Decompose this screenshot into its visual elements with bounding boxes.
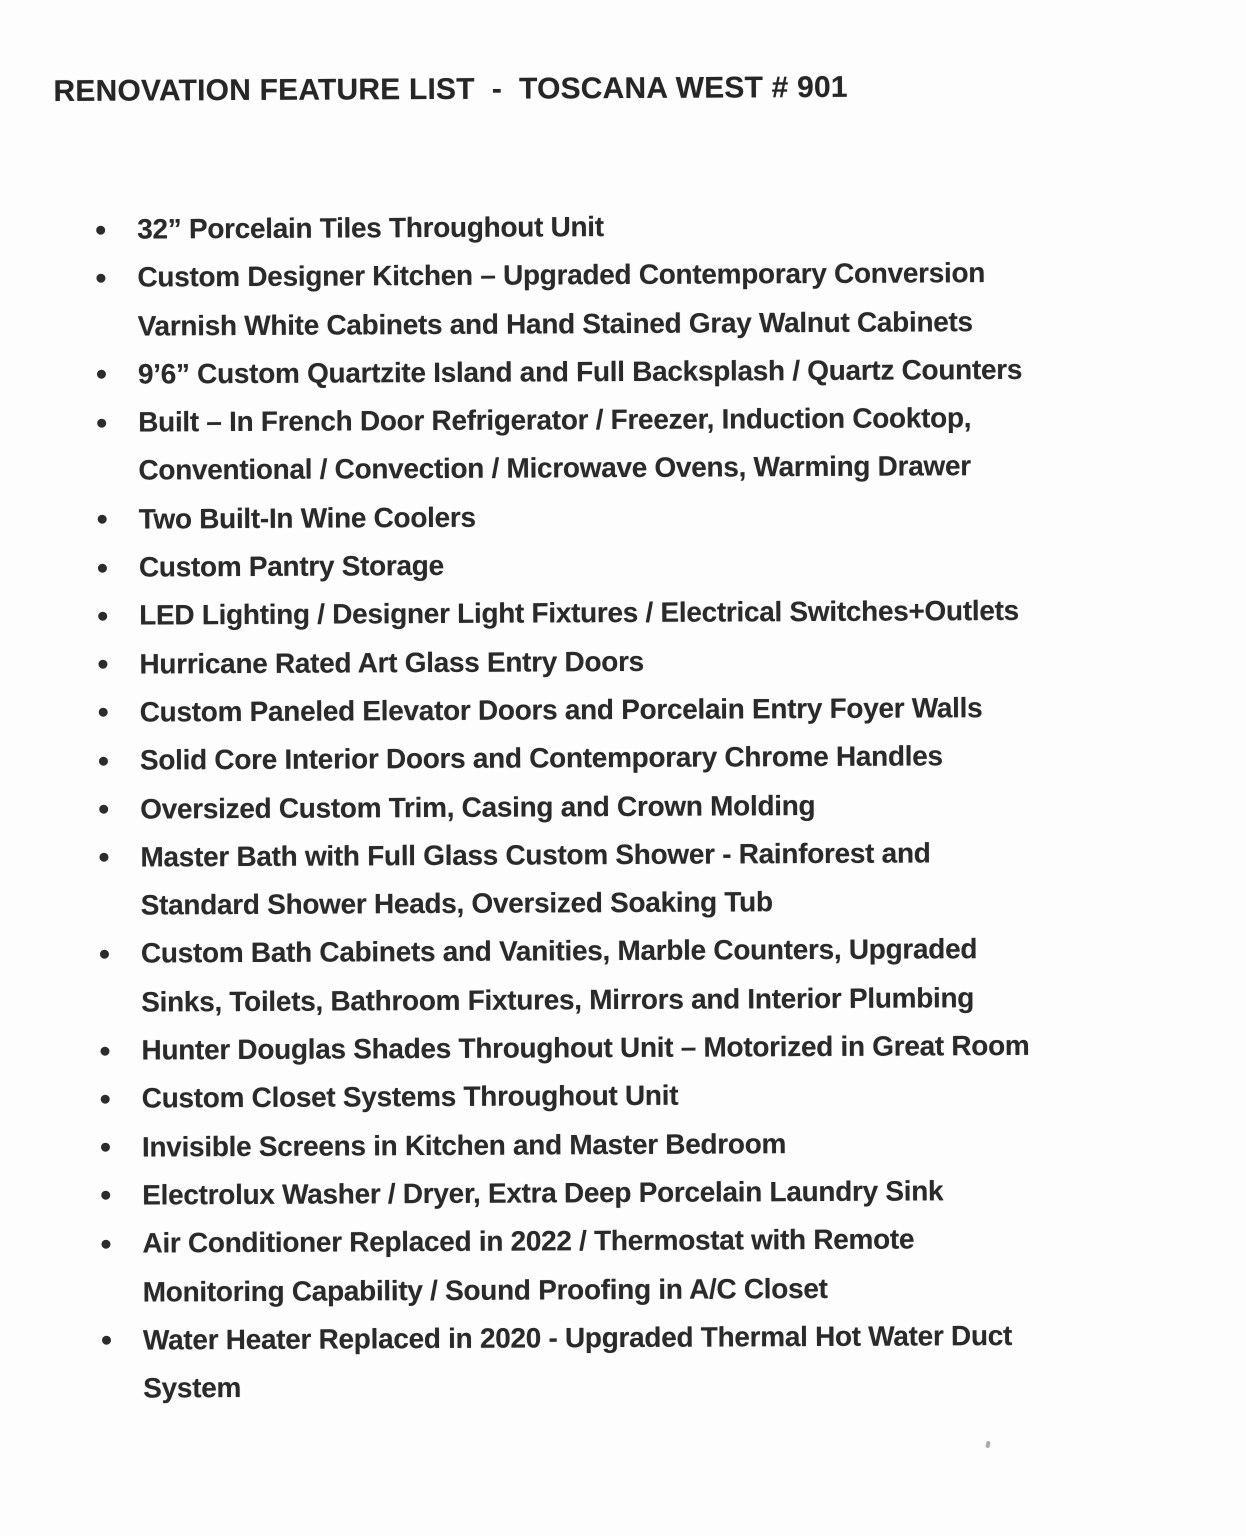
- list-item: [0, 345, 1244, 400]
- list-item-line: Varnish White Cabinets and Hand Stained Gray Walnut Cabinets: [137, 305, 973, 342]
- list-item-line: Solid Core Interior Doors and Contemporary Chrome Handles: [139, 740, 943, 776]
- bullet-icon: [97, 370, 106, 379]
- list-item-line: Standard Shower Heads, Oversized Soaking Tub: [140, 886, 773, 921]
- list-item: [0, 393, 1245, 496]
- list-item-line: Monitoring Capability / Sound Proofing in A/C Closet: [142, 1272, 828, 1308]
- list-item-line: Custom Designer Kitchen – Upgraded Contemporary Conversion: [137, 257, 986, 293]
- list-item-line: LED Lighting / Designer Light Fixtures / Electrical Switches+Outlets: [139, 595, 1019, 631]
- list-item: [1, 1021, 1246, 1076]
- bullet-icon: [98, 660, 107, 669]
- list-item-line: Custom Closet Systems Throughout Unit: [141, 1080, 679, 1114]
- bullet-icon: [99, 805, 108, 814]
- list-item: [1, 924, 1246, 1027]
- list-item: [0, 586, 1245, 641]
- list-item: [2, 1069, 1246, 1124]
- list-item-line: Conventional / Convection / Microwave Ovens, Warming Drawer: [138, 450, 971, 487]
- list-item-line: 32” Porcelain Tiles Throughout Unit: [137, 211, 604, 245]
- list-item-line: Water Heater Replaced in 2020 - Upgraded Thermal Hot Water Duct: [142, 1319, 1013, 1356]
- list-item: [0, 248, 1244, 351]
- list-item-line: Custom Bath Cabinets and Vanities, Marble Counters, Upgraded: [140, 933, 978, 969]
- list-item: [0, 683, 1246, 738]
- page-title: RENOVATION FEATURE LIST - TOSCANA WEST # 901: [53, 70, 848, 108]
- bullet-icon: [99, 756, 108, 765]
- list-item-line: Air Conditioner Replaced in 2022 / Thermostat with Remote: [142, 1223, 915, 1259]
- list-item-line: Sinks, Toilets, Bathroom Fixtures, Mirrors and Interior Plumbing: [141, 981, 975, 1018]
- bullet-icon: [102, 1336, 111, 1345]
- list-item: [0, 731, 1246, 786]
- list-item: [0, 634, 1246, 689]
- list-item-line: Master Bath with Full Glass Custom Shower - Rainforest and: [140, 837, 931, 873]
- list-item: [2, 1166, 1246, 1221]
- bullet-icon: [101, 1191, 110, 1200]
- list-item: [0, 490, 1245, 545]
- list-item: [2, 1117, 1246, 1172]
- list-item: [0, 538, 1245, 593]
- bullet-icon: [98, 515, 107, 524]
- feature-list: [0, 200, 1246, 1414]
- list-item-line: Two Built-In Wine Coolers: [138, 501, 476, 535]
- list-item: [0, 200, 1243, 255]
- bullet-icon: [97, 418, 106, 427]
- bullet-icon: [99, 708, 108, 717]
- bullet-icon: [98, 563, 107, 572]
- bullet-icon: [101, 1239, 110, 1248]
- bullet-icon: [98, 612, 107, 621]
- list-item-line: System: [143, 1372, 242, 1404]
- bullet-icon: [99, 853, 108, 862]
- list-item-line: Hunter Douglas Shades Throughout Unit – Motorized in Great Room: [141, 1029, 1030, 1066]
- list-item: [0, 779, 1246, 834]
- list-item-line: 9’6” Custom Quartzite Island and Full Backsplash / Quartz Counters: [137, 353, 1023, 390]
- list-item: [2, 1214, 1246, 1317]
- bullet-icon: [101, 1095, 110, 1104]
- list-item-line: Hurricane Rated Art Glass Entry Doors: [139, 645, 644, 680]
- bullet-icon: [100, 1046, 109, 1055]
- bullet-icon: [96, 274, 105, 283]
- bullet-icon: [96, 225, 105, 234]
- list-item-line: Electrolux Washer / Dryer, Extra Deep Porcelain Laundry Sink: [142, 1175, 944, 1211]
- list-item-line: Built – In French Door Refrigerator / Freezer, Induction Cooktop,: [138, 402, 972, 438]
- list-item-line: Oversized Custom Trim, Casing and Crown Molding: [140, 789, 816, 825]
- list-item-line: Custom Pantry Storage: [138, 550, 444, 583]
- bullet-icon: [101, 1143, 110, 1152]
- list-item: [0, 828, 1246, 931]
- list-item-line: Custom Paneled Elevator Doors and Porcelain Entry Foyer Walls: [139, 692, 983, 728]
- bullet-icon: [100, 950, 109, 959]
- list-item: [3, 1311, 1246, 1414]
- list-item-line: Invisible Screens in Kitchen and Master Bedroom: [141, 1127, 787, 1163]
